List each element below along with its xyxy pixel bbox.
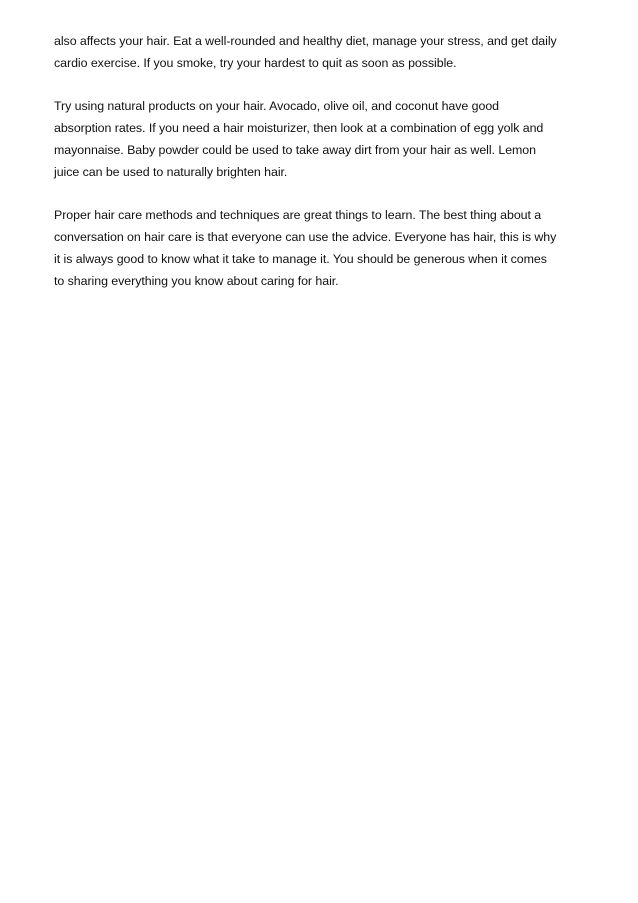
text-line: mayonnaise. Baby powder could be used to take away dirt from your hair as well. Lemon <box>54 143 536 157</box>
text-line: absorption rates. If you need a hair moisturizer, then look at a combination of egg yolk and <box>54 121 544 135</box>
text-line: conversation on hair care is that everyone can use the advice. Everyone has hair, this is why <box>54 230 557 244</box>
text-line: it is always good to know what it take to manage it. You should be generous when it comes <box>54 252 547 266</box>
paragraph-diet-and-lifestyle <box>54 30 594 74</box>
text-line: juice can be used to naturally brighten hair. <box>54 165 288 179</box>
paragraph-conclusion <box>54 204 594 292</box>
paragraph-natural-products <box>54 95 594 183</box>
text-line: also affects your hair. Eat a well-rounded and healthy diet, manage your stress, and get daily <box>54 34 557 48</box>
text-line: to sharing everything you know about caring for hair. <box>54 274 339 288</box>
text-line: Try using natural products on your hair. Avocado, olive oil, and coconut have good <box>54 99 499 113</box>
text-line: cardio exercise. If you smoke, try your hardest to quit as soon as possible. <box>54 56 457 70</box>
text-line: Proper hair care methods and techniques are great things to learn. The best thing about a <box>54 208 542 222</box>
document-body <box>54 30 594 313</box>
